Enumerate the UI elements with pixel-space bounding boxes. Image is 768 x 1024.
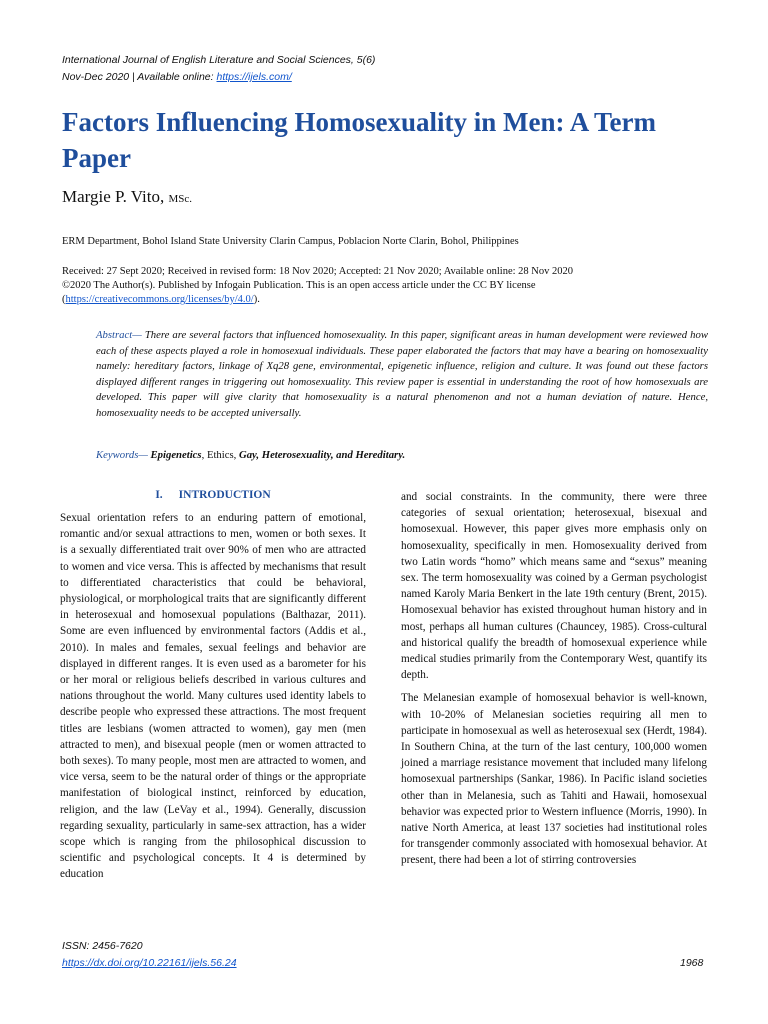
footer-issn: ISSN: 2456-7620 bbox=[62, 940, 143, 952]
author-degree: MSc. bbox=[168, 193, 193, 205]
abstract-label: Abstract— bbox=[96, 329, 142, 341]
keyword-sep-1: , bbox=[201, 449, 207, 461]
issue-line bbox=[62, 69, 702, 86]
author bbox=[62, 187, 192, 207]
history-dates: Received: 27 Sept 2020; Received in revised form: 18 Nov 2020; Accepted: 21 Nov 2020; Available online: 28 Nov 2020 bbox=[62, 266, 573, 277]
paragraph: The Melanesian example of homosexual behavior is well-known, with 10-20% of Melanesian societies requiring all men to participate in homosexual as well as heterosexual sex (Herdt, 1984). In Southern China, at the turn of the last century, 100,000 women joined a marriage resistance movement that included many lifelong homosexual partnerships (Sankar, 1986). In Pacific island societies other than in Melanesia, such as Tahiti and Hawaii, homosexual behavior was expected prior to Western influence (Morris, 1990). In native North America, at least 137 societies had institutional roles for transgender commonly associated with homosexual behavior. At present, there had been a lot of stirring controversies bbox=[401, 692, 707, 867]
footer-doi bbox=[62, 955, 237, 972]
doi-link[interactable]: https://dx.doi.org/10.22161/ijels.56.24 bbox=[62, 957, 237, 969]
journal-citation: International Journal of English Literature and Social Sciences, 5(6) bbox=[62, 54, 376, 66]
left-column bbox=[60, 510, 366, 883]
abstract-text: There are several factors that influenced homosexuality. In this paper, significant areas in human development were reviewed how each of these aspects played a role in homosexual individuals. These paper elaborated the factors that may have a bearing on homosexuality namely: hereditary factors, linkage of Xq28 gene, environmental, epigenetic influence, religion and culture. It was found out these factors displayed different ranges in triggering out homosexuality. This review paper is essential in understanding the root of how homosexuals are developed. This paper will give clarity that homosexuality is a natural phenomenon and not a human deviation of nature. Hence, homosexuality needs to be accepted universally. bbox=[96, 329, 709, 419]
keyword-2: Ethics bbox=[206, 449, 234, 461]
page-number: 1968 bbox=[680, 957, 704, 969]
journal-header bbox=[62, 52, 702, 86]
keywords-label: Keywords— bbox=[96, 449, 148, 461]
keyword-sep-2: , bbox=[233, 449, 239, 461]
paragraph: Sexual orientation refers to an enduring pattern of emotional, romantic and/or sexual attractions to men, women or both sexes. It is a sexually differentiated trait over 90% of men who are attracted to women and vice versa. This is affected by mechanisms that result to differentiated characteristics that could be behavioral, physiological, or morphological traits that are significantly different in heterosexual and homosexual populations (Balthazar, 2011). Some are even influenced by environmental factors (Addis et al., 2010). In males and females, sexual feelings and behavior are displayed in different ranges. It is even used as a barometer for his or her moral or religious beliefs described in various cultures and nations throughout the world. Many cultures used identity labels to describe people who expressed these attractions. The most frequent titles are lesbians (women attracted to women), gay men (men attracted to men), and bisexual people (men or women attracted to both sexes). To many people, most men are attracted to women, and vice versa, seem to be the natural order of things or the appropriate manifestation of biological instinct, reinforced by education, religion, and the law (LeVay et al., 1994). Generally, discussion regarding sexuality, particularly in same-sex attraction, has a wider scope which is ranging from the philosophical discussion to scientific and psychological concepts. It 4 is determined by education bbox=[60, 512, 366, 881]
keyword-1: Epigenetics bbox=[150, 449, 202, 461]
keywords bbox=[96, 448, 708, 462]
section-number: I. bbox=[155, 489, 163, 501]
author-name: Margie P. Vito, bbox=[62, 187, 165, 206]
license-close: ). bbox=[253, 294, 260, 305]
issue-prefix: Nov-Dec 2020 | Available online: bbox=[62, 71, 217, 83]
section-title: INTRODUCTION bbox=[178, 489, 271, 501]
license-link[interactable]: https://creativecommons.org/licenses/by/4.0/ bbox=[65, 294, 254, 305]
section-heading bbox=[60, 489, 366, 501]
journal-link[interactable]: https://ijels.com/ bbox=[216, 71, 292, 83]
abstract bbox=[96, 328, 708, 421]
affiliation: ERM Department, Bohol Island State University Clarin Campus, Poblacion Norte Clarin, Bohol, Philippines bbox=[62, 236, 519, 247]
article-history bbox=[62, 265, 712, 307]
keyword-3: Gay, Heterosexuality, and Hereditary. bbox=[239, 449, 406, 461]
paper-title: Factors Influencing Homosexuality in Men: A Term Paper bbox=[62, 107, 656, 173]
copyright-line: ©2020 The Author(s). Published by Infogain Publication. This is an open access article under the CC BY license bbox=[62, 280, 536, 291]
license-open: ( bbox=[62, 294, 66, 305]
license-line bbox=[62, 293, 712, 307]
right-column bbox=[401, 489, 707, 869]
paragraph: and social constraints. In the community, there were three categories of sexual orientation; heterosexual, bisexual and homosexual. However, this paper gives more emphasis only on homosexuality, specifically in men. Homosexuality derived from two Latin words “homo” which means same and “sexus” meaning sex. The term homosexuality was coined by a German psychologist named Karoly Maria Benkert in the late 19th century (Brent, 2015). Homosexual behavior has existed throughout human history and in most, perhaps all human cultures (Chauncey, 1985). Cross-cultural and historical qualify the breadth of homosexual experience while medical studies primarily from the Contemporary West, quantify its depth. bbox=[401, 491, 707, 682]
